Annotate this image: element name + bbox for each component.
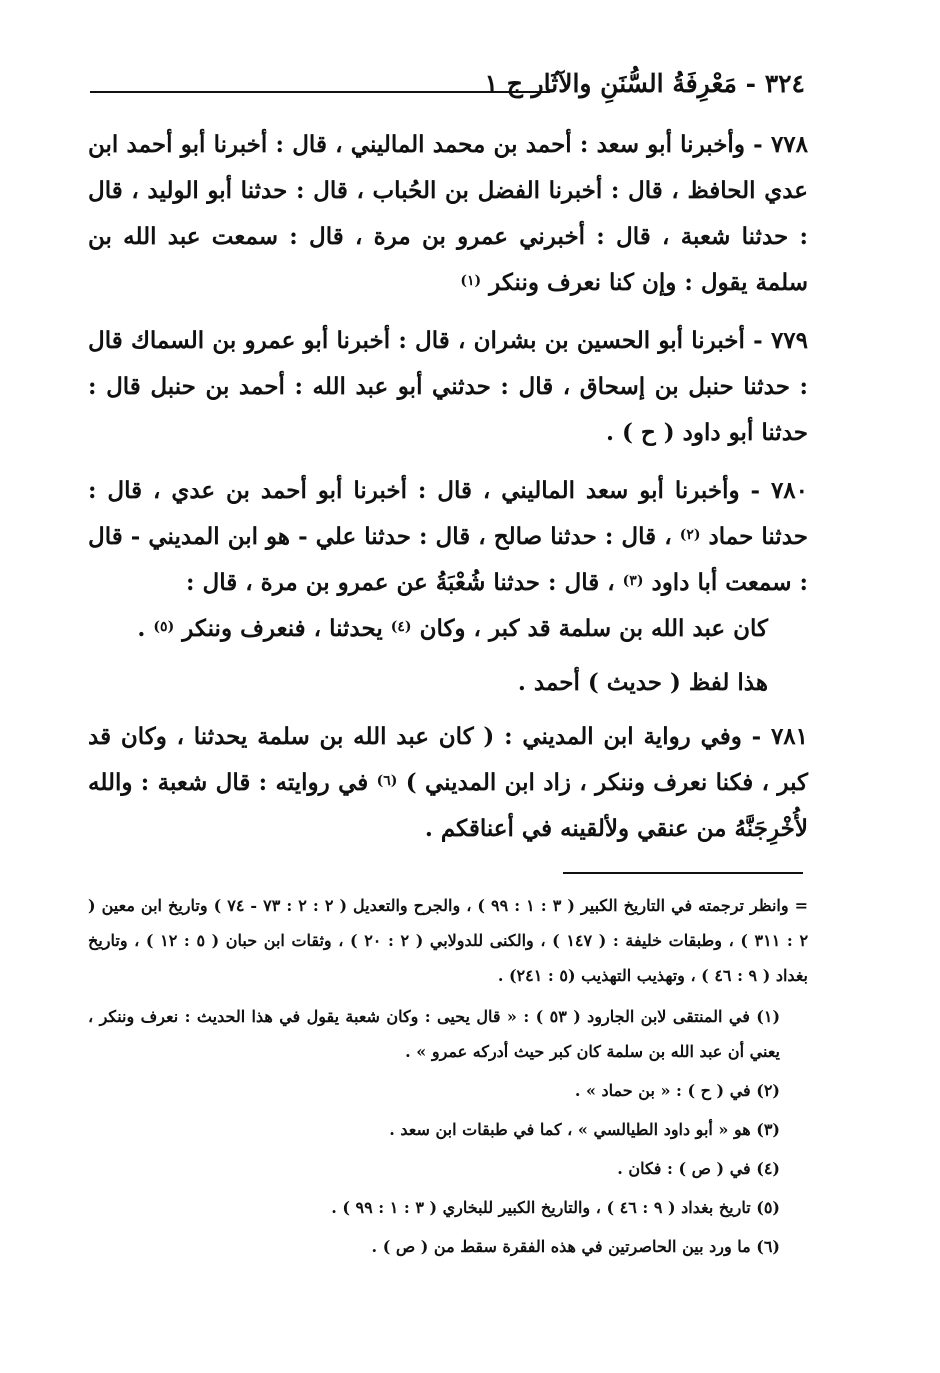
paragraph-780-part-a: ٧٨٠ - وأخبرنا أبو سعد الماليني ، قال : أخبرنا أبو أحمد بن عدي ، قال : حدثنا حماد xyxy=(88,477,808,550)
footnote-continuation: = وانظر ترجمته في التاريخ الكبير ( ٣ : ١ : ٩٩ ) ، والجرح والتعديل ( ٢ : ٢ : ٧٣ - ٧٤ ) وتاريخ ابن معين ( ٢ : ٣١١ ) ، وطبقات خليفة : ( ١٤٧ ) ، والكنى للدولابي ( ٢ : ٢٠ ) ، وثقات ابن حبان ( ٥ : ١٢ ) ، وتاريخ بغداد ( ٩ : ٤٦ ) ، وتهذيب التهذيب (٥ : ٢٤١) . xyxy=(88,896,809,985)
paragraph-780-part-b: ، قال : حدثنا صالح ، قال : حدثنا علي - هو ابن المديني - قال : سمعت أبا داود xyxy=(88,523,808,596)
footnote-1: (١) في المنتقى لابن الجارود ( ٥٣ ) : « قال يحيى : وكان شعبة يقول في هذا الحديث : نعرف وننكر ، يعني أن عبد الله بن سلمة كان كبر حيث أدركه عمرو » . xyxy=(88,1007,781,1061)
footnote-4: (٤) في ( ص ) : فكان . xyxy=(617,1159,780,1178)
footnote-ref-5[interactable]: (٥) xyxy=(153,619,175,635)
footnote-2: (٢) في ( ح ) : « بن حماد » . xyxy=(574,1081,780,1100)
main-text xyxy=(88,122,808,864)
paragraph-781-part-b: في روايته : قال شعبة : والله لأُخْرِجَنَّهُ من عنقي ولألقينه في أعناقكم . xyxy=(88,769,808,842)
header-rule xyxy=(90,91,550,93)
paragraph-780 xyxy=(88,468,808,606)
footnote-ref-4[interactable]: (٤) xyxy=(390,619,412,635)
footnote-separator xyxy=(563,872,803,874)
quote-part-a: كان عبد الله بن سلمة قد كبر ، وكان xyxy=(419,615,768,642)
quote-part-c: . xyxy=(137,615,146,642)
footnote-ref-1[interactable]: (١) xyxy=(460,273,482,289)
quote-line xyxy=(88,606,808,652)
paragraph-779 xyxy=(88,318,808,456)
footnote-ref-2[interactable]: (٢) xyxy=(679,527,701,543)
footnote-6: (٦) ما ورد بين الحاصرتين في هذه الفقرة سقط من ( ص ) . xyxy=(371,1237,780,1256)
footnote-ref-3[interactable]: (٣) xyxy=(622,573,644,589)
wording-note xyxy=(88,660,808,706)
paragraph-781 xyxy=(88,714,808,852)
footnote-3: (٣) هو « أبو داود الطيالسي » ، كما في طبقات ابن سعد . xyxy=(389,1120,780,1139)
paragraph-779-text: ٧٧٩ - أخبرنا أبو الحسين بن بشران ، قال : أخبرنا أبو عمرو بن السماك قال : حدثنا حنبل بن إسحاق ، قال : حدثني أبو عبد الله : أحمد بن حنبل قال : حدثنا أبو داود ( ح ) . xyxy=(88,327,808,446)
footnotes-section xyxy=(88,888,808,1268)
footnote-ref-6[interactable]: (٦) xyxy=(376,773,398,789)
paragraph-780-part-c: ، قال : حدثنا شُعْبَةُ عن عمرو بن مرة ، قال : xyxy=(186,569,615,596)
footnote-5: (٥) تاريخ بغداد ( ٩ : ٤٦ ) ، والتاريخ الكبير للبخاري ( ٣ : ١ : ٩٩ ) . xyxy=(331,1198,780,1217)
paragraph-781-part-a: ٧٨١ - وفي رواية ابن المديني : ( كان عبد الله بن سلمة يحدثنا ، وكان قد كبر ، فكنا نعرف وننكر ، زاد ابن المديني ) xyxy=(88,723,808,796)
wording-note-text: هذا لفظ ( حديث ) أحمد . xyxy=(517,669,768,696)
paragraph-778-text: ٧٧٨ - وأخبرنا أبو سعد : أحمد بن محمد الماليني ، قال : أخبرنا أبو أحمد ابن عدي الحافظ ، قال : أخبرنا الفضل بن الحُباب ، قال : حدثنا أبو الوليد ، قال : حدثنا شعبة ، قال : أخبرني عمرو بن مرة ، قال : سمعت عبد الله بن سلمة يقول : وإن كنا نعرف وننكر xyxy=(88,131,808,296)
running-header: ٣٢٤ - مَعْرِفَةُ السُّنَنِ والآثَار ج ١ xyxy=(484,69,805,98)
quote-part-b: يحدثنا ، فنعرف وننكر xyxy=(182,615,383,642)
paragraph-778 xyxy=(88,122,808,306)
